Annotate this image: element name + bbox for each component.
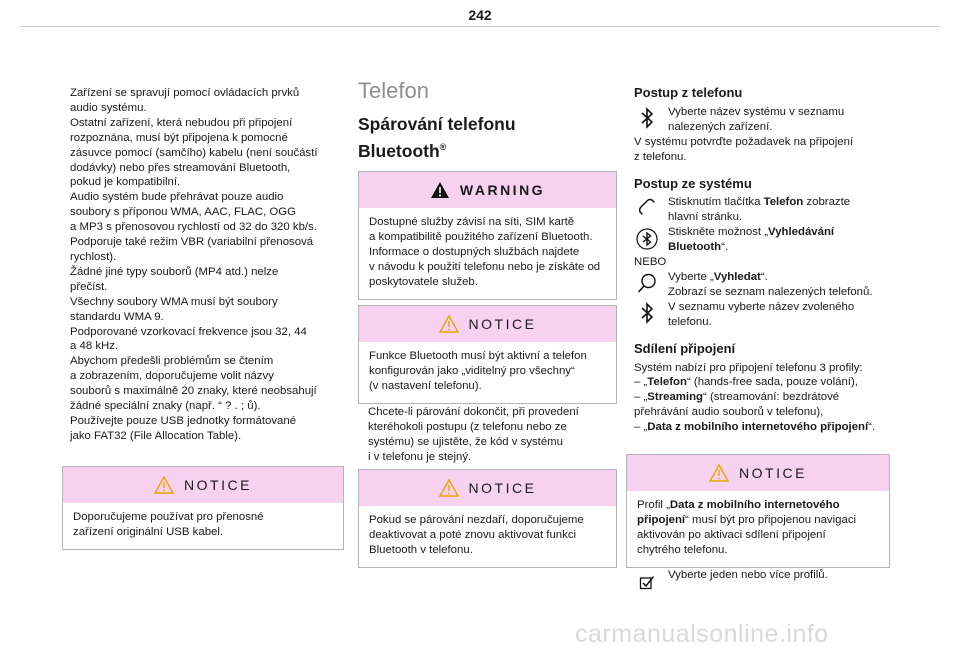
text-line: jako FAT32 (File Allocation Table). [70,429,242,442]
system-step [634,225,899,255]
heading-text: Bluetooth [358,140,440,161]
intro-text [70,86,345,444]
final-step [634,568,894,590]
caution-triangle-icon [154,476,174,494]
profiles-text [634,361,899,436]
text-line: pokud je kompatibilní. [70,176,181,189]
system-step [634,300,899,330]
text-line: chytrého telefonu. [637,543,728,556]
header-divider [20,26,940,27]
text-line: rychlost). [70,250,117,263]
notice-box-bluetooth [358,305,617,404]
text-line: Vyberte název systému v seznamu [668,105,845,118]
text-line: Zařízení se spravují pomocí ovládacích prvků [70,87,300,99]
text-line: nalezených zařízení. [668,120,773,133]
section-title: Telefon [358,78,429,103]
step-text [668,270,899,300]
notice-body [63,503,343,549]
text-line: Dostupné služby závisí na síti, SIM kartě [369,216,575,228]
system-procedure-heading: Postup ze systému [634,175,752,191]
text-line [637,513,879,528]
text-line: v návodu k použití telefonu nebo je získáte od [369,260,601,273]
text-line [634,420,899,435]
text-run: – „ [634,421,648,434]
bluetooth-icon [634,300,660,330]
text-line: deaktivovat a poté znovu aktivovat funkci [369,528,577,541]
text-line: audio systému. [70,101,147,114]
warning-label: WARNING [459,182,546,198]
heading-line: Spárování telefonu [358,113,516,134]
text-line: a kompatibilitě použitého zařízení Bluetooth. [369,230,593,243]
text-line: souborů s maximálně 20 znaky, které neobsahují [70,385,317,398]
notice-box-profile [626,454,890,568]
text-line: zásuvce pomocí (samčího) kabelu (není součástí [70,146,318,159]
text-line: Funkce Bluetooth musí být aktivní a telefon [369,350,587,362]
text-line: hlavní stránku. [668,211,743,224]
notice-label: NOTICE [739,465,807,481]
text-run: Bluetooth [668,241,722,254]
text-line: dodávky) nebo přes streamování Bluetooth, [70,161,291,174]
text-line: zařízení originální USB kabel. [73,525,224,538]
text-run: Data z mobilního internetového připojení [647,421,869,434]
bluetooth-search-icon [634,225,660,255]
notice-header [359,470,616,506]
text-line: V systému potvrďte požadavek na připojení [634,135,854,148]
text-run: “. [868,421,876,434]
notice-label: NOTICE [468,316,537,332]
text-run: – „ [634,391,648,404]
system-step [634,195,899,225]
text-line: aktivován po aktivaci sdílení připojení [637,528,826,541]
text-line: i v telefonu je stejný. [368,450,472,463]
text-line: konfigurován jako „viditelný pro všechny“ [369,364,575,377]
notice-box-usb [62,466,344,550]
pairing-code-paragraph [368,405,618,465]
text-line: Abychom předešli problémům se čtením [70,355,274,368]
warning-box [358,171,617,300]
column-1 [70,86,345,444]
search-icon [634,270,660,300]
system-step [634,270,899,300]
text-line: poskytovatele služeb. [369,275,478,288]
text-run: “ musí být pro připojenou navigaci [685,513,857,526]
text-run: Stisknutím tlačítka [668,196,764,209]
text-run: Telefon [763,196,804,209]
text-line: Používejte pouze USB jednotky formátované [70,414,297,427]
text-line: Doporučujeme používat pro přenosné [73,511,264,523]
text-line: a zobrazením, doporučujeme volit názvy [70,370,274,383]
caution-triangle-icon [439,315,459,333]
text-run: zobrazte [803,196,851,209]
text-run: “ (streamování: bezdrátové [703,391,840,404]
text-line: přehrávání audio souborů v telefonu), [634,406,824,419]
text-line: kteréhokoli postupu (z telefonu nebo ze [368,420,567,433]
text-line: Bluetooth v telefonu. [369,543,473,556]
notice-body [359,342,616,403]
text-run: “. [760,270,768,283]
notice-header [63,467,343,503]
text-run: Stiskněte možnost „ [668,226,769,239]
text-line: Audio systém bude přehrávat pouze audio [70,191,284,204]
connection-sharing-heading: Sdílení připojení [634,340,736,356]
step-text [668,300,899,330]
notice-label: NOTICE [184,477,252,493]
heading-line [358,136,618,163]
text-line: soubory s příponou WMA, AAC, FLAC, OGG [70,206,296,219]
text-line: žádné speciální znaky (např. “ ? . ; ů). [70,400,261,413]
bluetooth-icon [634,105,660,135]
phone-procedure-heading: Postup z telefonu [634,85,743,100]
text-line [637,498,879,513]
watermark: carmanualsonline.info [575,620,829,648]
warning-triangle-icon [430,181,450,199]
text-run: Data z mobilního internetového [669,499,840,511]
warning-body [359,208,616,299]
text-line: z telefonu. [634,150,687,163]
text-line: Pokud se párování nezdaří, doporučujeme [369,514,584,526]
warning-header [359,172,616,208]
step-text [668,225,899,255]
text-run: Vyberte „ [668,270,714,283]
text-line: rozpoznána, musí být připojena k pomocné [70,131,288,144]
text-line: Informace o dostupných službách najdete [369,245,580,258]
text-run: Streaming [647,391,703,404]
text-line: Podporované vzorkovací frekvence jsou 32, 44 [70,325,307,338]
text-line [668,225,899,240]
text-line: Systém nabízí pro připojení telefonu 3 profily: [634,361,863,374]
text-run: Telefon [647,376,687,389]
text-line: Zobrazí se seznam nalezených telefonů. [668,285,873,298]
text-line: telefonu. [668,315,712,328]
notice-header [627,455,889,491]
column-2 [358,78,618,163]
notice-body [359,506,616,567]
text-line [634,390,899,405]
caution-triangle-icon [439,479,459,497]
step-text [668,105,899,135]
text-line: Chcete-li párování dokončit, při provedení [368,406,579,418]
text-line: přečíst. [70,280,108,293]
registered-mark: ® [439,141,447,152]
phone-step [634,105,899,135]
text-line: Všechny soubory WMA musí být soubory [70,295,278,308]
pairing-heading [358,113,618,163]
text-run: Vyhledat [713,270,761,283]
text-run: Profil „ [637,499,670,511]
text-line: standardu WMA 9. [70,310,164,323]
text-line: V seznamu vyberte název zvoleného [668,300,855,313]
text-line: (v nastavení telefonu). [369,379,482,392]
checkbox-tick-icon [634,568,660,590]
text-line: systému) se ujistěte, že kód v systému [368,435,563,448]
text-run: – „ [634,376,648,389]
text-line [634,375,899,390]
text-run: Vyhledávání [768,226,835,239]
text-line: a 48 kHz. [70,340,119,353]
text-line [668,270,899,285]
text-line [668,240,899,255]
or-label: NEBO [634,256,667,269]
text-run: připojení [637,513,686,526]
text-run: “. [721,241,729,254]
notice-body [627,491,889,567]
text-line: Ostatní zařízení, která nebudou při připojení [70,116,293,129]
text-line: a MP3 s přenosovou rychlostí od 32 do 320 kb/s. [70,221,317,234]
step-text: Vyberte jeden nebo více profilů. [668,569,828,581]
caution-triangle-icon [709,464,729,482]
step-text [668,195,899,225]
phone-handset-icon [634,195,660,225]
column-3 [634,86,899,435]
notice-label: NOTICE [468,480,537,496]
notice-header [359,306,616,342]
text-run: “ (hands-free sada, pouze volání), [686,376,858,389]
page-number: 242 [468,7,492,23]
text-line: Podporuje také režim VBR (variabilní přenosová [70,236,314,249]
text-line: Žádné jiné typy souborů (MP4 atd.) nelze [70,265,279,278]
text-line [668,195,899,210]
notice-box-pairing-failed [358,469,617,568]
